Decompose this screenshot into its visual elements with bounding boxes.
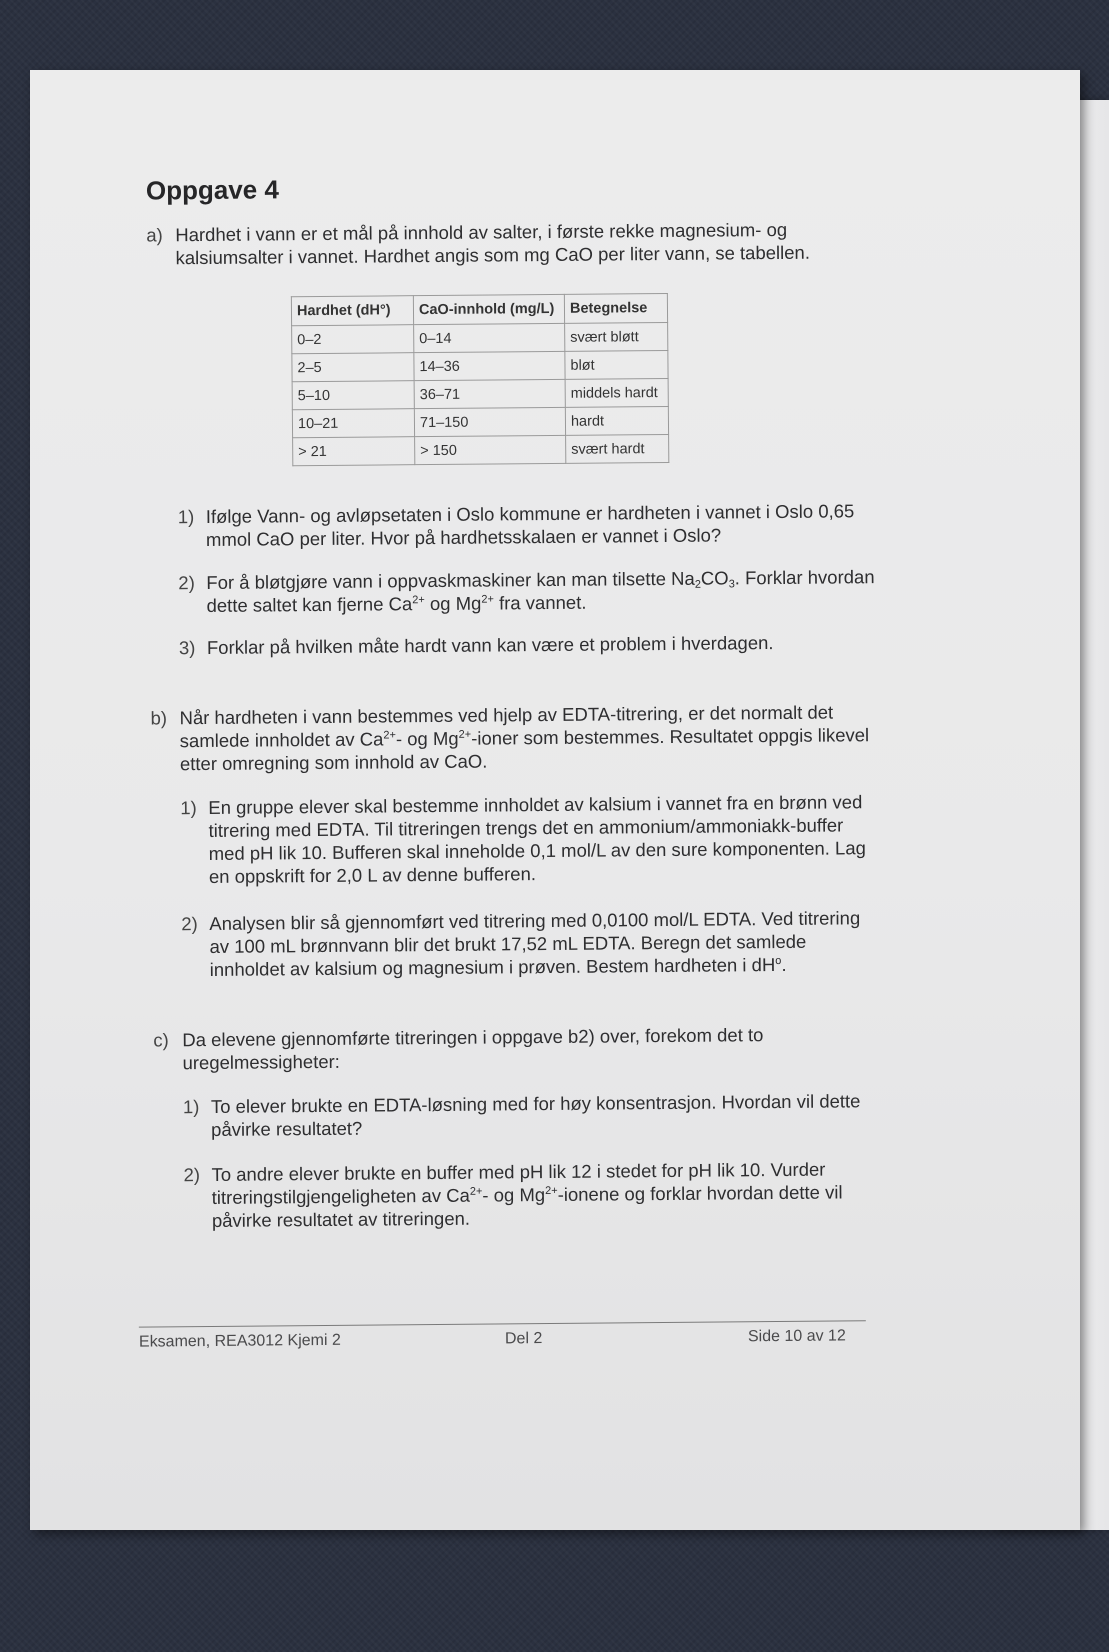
hardness-table: [291, 293, 669, 466]
table-cell: 10–21: [292, 409, 414, 438]
question-a2-text: [206, 565, 875, 617]
table-cell: hardt: [565, 406, 668, 435]
table-cell: 14–36: [414, 351, 565, 380]
exam-page: [30, 70, 1080, 1530]
question-b1-label: 1): [180, 797, 197, 819]
text-line: en oppskrift for 2,0 L av denne bufferen.: [208, 863, 537, 887]
text-line: To elever brukte en EDTA-løsning med for høy konsentrasjon. Hvordan vil dette: [210, 1090, 861, 1117]
text-line: Da elevene gjennomførte titreringen i oppgave b2) over, forekom det to: [182, 1024, 764, 1051]
text-line: titrering med EDTA. Til titreringen trengs det en ammonium/ammoniakk-buffer: [208, 814, 844, 841]
question-c-label: c): [153, 1029, 169, 1051]
question-b-text: [179, 700, 869, 775]
question-a-text: [175, 218, 810, 270]
question-c2-label: 2): [183, 1164, 201, 1186]
text-line: For å bløtgjøre vann i oppvaskmaskiner kan man tilsette $Na_2CO_3$. Forklar hvordan: [206, 566, 875, 593]
text-line: påvirke resultatet?: [211, 1117, 363, 1140]
question-b2-label: 2): [181, 913, 198, 935]
table-cell: 5–10: [292, 381, 414, 410]
table-cell: 0–2: [292, 325, 414, 354]
table-row: [292, 378, 668, 409]
table-row: [292, 406, 668, 437]
table-row: [293, 434, 669, 465]
text-line: med pH lik 10. Bufferen skal inneholde 0,1 mol/L av den sure komponenten. Lag: [208, 837, 866, 864]
table-header-row: [291, 293, 667, 325]
text-line: Ifølge Vann- og avløpsetaten i Oslo kommune er hardheten i vannet i Oslo 0,65: [205, 500, 855, 527]
table-cell: svært bløtt: [565, 322, 668, 351]
question-a3-label: 3): [178, 637, 196, 659]
table-cell: 36–71: [414, 379, 565, 408]
table-header: CaO-innhold (mg/L): [413, 294, 564, 324]
table-row: [292, 322, 668, 353]
question-a3-text: [207, 631, 774, 659]
text-line: Forklar på hvilken måte hardt vann kan være et problem i hverdagen.: [206, 632, 774, 658]
question-b-label: b): [150, 707, 168, 729]
question-c-text: [182, 1023, 763, 1074]
text-line: Når hardheten i vann bestemmes ved hjelp av EDTA-titrering, er det normalt det: [179, 701, 834, 729]
footer-part: Del 2: [504, 1330, 543, 1348]
footer-exam: Eksamen, REA3012 Kjemi 2: [138, 1331, 341, 1351]
text-line: En gruppe elever skal bestemme innholdet av kalsium i vannet fra en brønn ved: [208, 791, 863, 818]
table-row: [292, 350, 668, 381]
question-b1-text: [208, 790, 866, 888]
text-line: samlede innholdet av $Ca^{2+}-$ og $Mg^{2+}$-ioner som bestemmes. Resultatet oppgis likevel: [179, 724, 870, 752]
table-cell: bløt: [565, 350, 668, 379]
text-line: av 100 mL brønnvann blir det brukt 17,52 mL EDTA. Beregn det samlede: [209, 930, 807, 957]
table-header: Hardhet (dH°): [291, 296, 413, 326]
text-line: Analysen blir så gjennomført ved titrering med 0,0100 mol/L EDTA. Ved titrering: [209, 907, 861, 934]
text-line: titreringstilgjengeligheten av $Ca^{2+}-$ og $Mg^{2+}$-ionene og forklar hvordan dette vil: [211, 1181, 843, 1208]
text-line: påvirke resultatet av titreringen.: [211, 1207, 471, 1231]
table-cell: > 150: [415, 435, 566, 464]
table-cell: 2–5: [292, 353, 414, 382]
footer-divider: [139, 1320, 866, 1327]
question-a2-label: 2): [178, 572, 195, 594]
text-line: Hardhet i vann er et mål på innhold av salter, i første rekke magnesium- og: [175, 218, 788, 246]
text-line: To andre elever brukte en buffer med pH lik 12 i stedet for pH lik 10. Vurder: [211, 1158, 826, 1185]
question-c1-label: 1): [182, 1096, 200, 1118]
text-line: mmol CaO per liter. Hvor på hardhetsskalaen er vannet i Oslo?: [205, 524, 722, 550]
question-c1-text: [211, 1089, 861, 1141]
question-b2-text: [209, 906, 860, 981]
table-cell: 0–14: [414, 323, 565, 352]
table-cell: > 21: [293, 437, 415, 466]
text-line: kalsiumsalter i vannet. Hardhet angis som mg CaO per liter vann, se tabellen.: [175, 241, 811, 269]
question-a1-text: [206, 499, 855, 551]
text-line: etter omregning som innhold av CaO.: [179, 750, 488, 775]
footer-page-number: Side 10 av 12: [747, 1327, 846, 1346]
page-content: [24, 65, 1087, 1534]
text-line: dette saltet kan fjerne $Ca^{2+}$ og $Mg^{2+}$ fra vannet.: [206, 591, 587, 616]
page-title: Oppgave 4: [145, 174, 279, 206]
table-cell: svært hardt: [566, 434, 669, 463]
text-line: uregelmessigheter:: [182, 1050, 340, 1074]
question-a-label: a): [146, 224, 163, 246]
question-a1-label: 1): [177, 506, 195, 528]
table-header: Betegnelse: [564, 293, 667, 323]
table-cell: 71–150: [414, 407, 565, 436]
question-c2-text: [211, 1157, 842, 1232]
text-line: innholdet av kalsium og magnesium i prøven. Bestem hardheten i $dH^o$.: [209, 953, 787, 980]
table-cell: middels hardt: [565, 378, 668, 407]
